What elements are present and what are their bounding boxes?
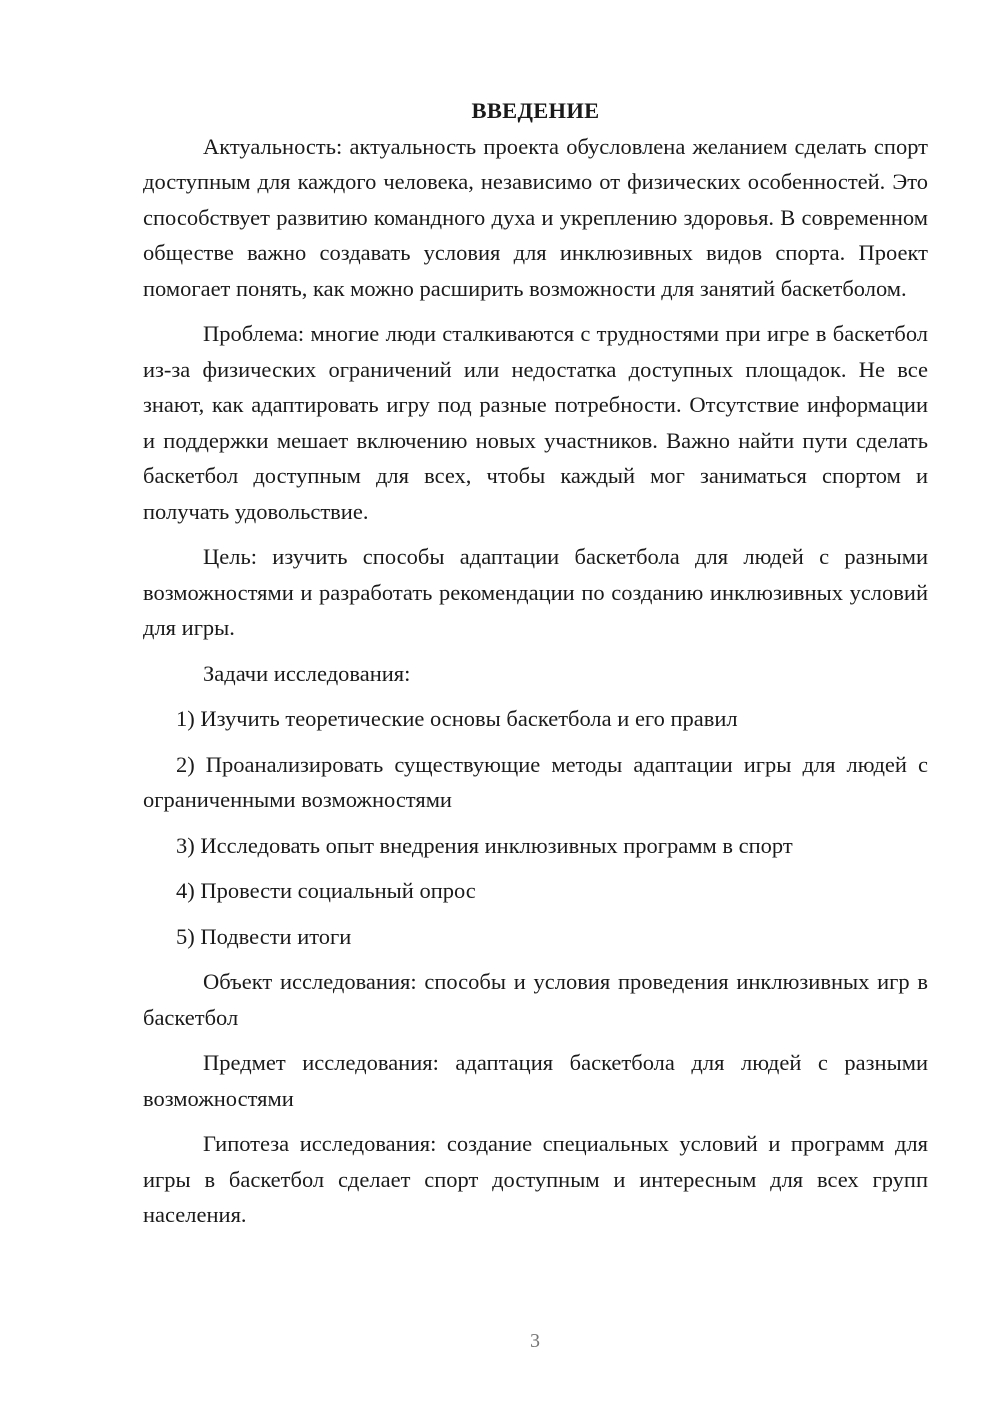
page-number: 3: [530, 1330, 540, 1352]
task-item-3: 3) Исследовать опыт внедрения инклюзивных программ в спорт: [176, 832, 793, 858]
paragraph-goal: Цель: изучить способы адаптации баскетбола для людей с разными возможностями и разработать рекомендации по созданию инклюзивных условий для игры.: [143, 544, 928, 640]
task-item-4: 4) Провести социальный опрос: [176, 878, 476, 903]
task-item-1: 1) Изучить теоретические основы баскетбола и его правил: [176, 706, 738, 731]
document-page: [143, 93, 928, 1243]
section-title: ВВЕДЕНИЕ: [471, 98, 600, 123]
paragraph-object: Объект исследования: способы и условия проведения инклюзивных игр в баскетбол: [143, 969, 928, 1030]
tasks-heading: Задачи исследования:: [203, 660, 411, 686]
paragraph-subject: Предмет исследования: адаптация баскетбола для людей с разными возможностями: [143, 1050, 928, 1111]
task-item-5: 5) Подвести итоги: [176, 923, 352, 949]
paragraph-problem: Проблема: многие люди сталкиваются с трудностями при игре в баскетбол из-за физических ограничений или недостатка доступных площадок. Не все знают, как адаптировать игру под разные потребности. Отсутствие информации и поддержки мешает включению новых участников. Важно найти пути сделать баскетбол доступным для всех, чтобы каждый мог заниматься спортом и получать удовольствие.: [143, 321, 928, 524]
paragraph-hypothesis: Гипотеза исследования: создание специальных условий и программ для игры в баскетбол сделает спорт доступным и интересным для всех групп населения.: [143, 1131, 928, 1227]
task-item-2: 2) Проанализировать существующие методы адаптации игры для людей с ограниченными возможностями: [143, 751, 928, 812]
paragraph-relevance: Актуальность: актуальность проекта обусловлена желанием сделать спорт доступным для каждого человека, независимо от физических особенностей. Это способствует развитию командного духа и укреплению здоровья. В современном обществе важно создавать условия для инклюзивных видов спорта. Проект помогает понять, как можно расширить возможности для занятий баскетболом.: [143, 133, 928, 301]
